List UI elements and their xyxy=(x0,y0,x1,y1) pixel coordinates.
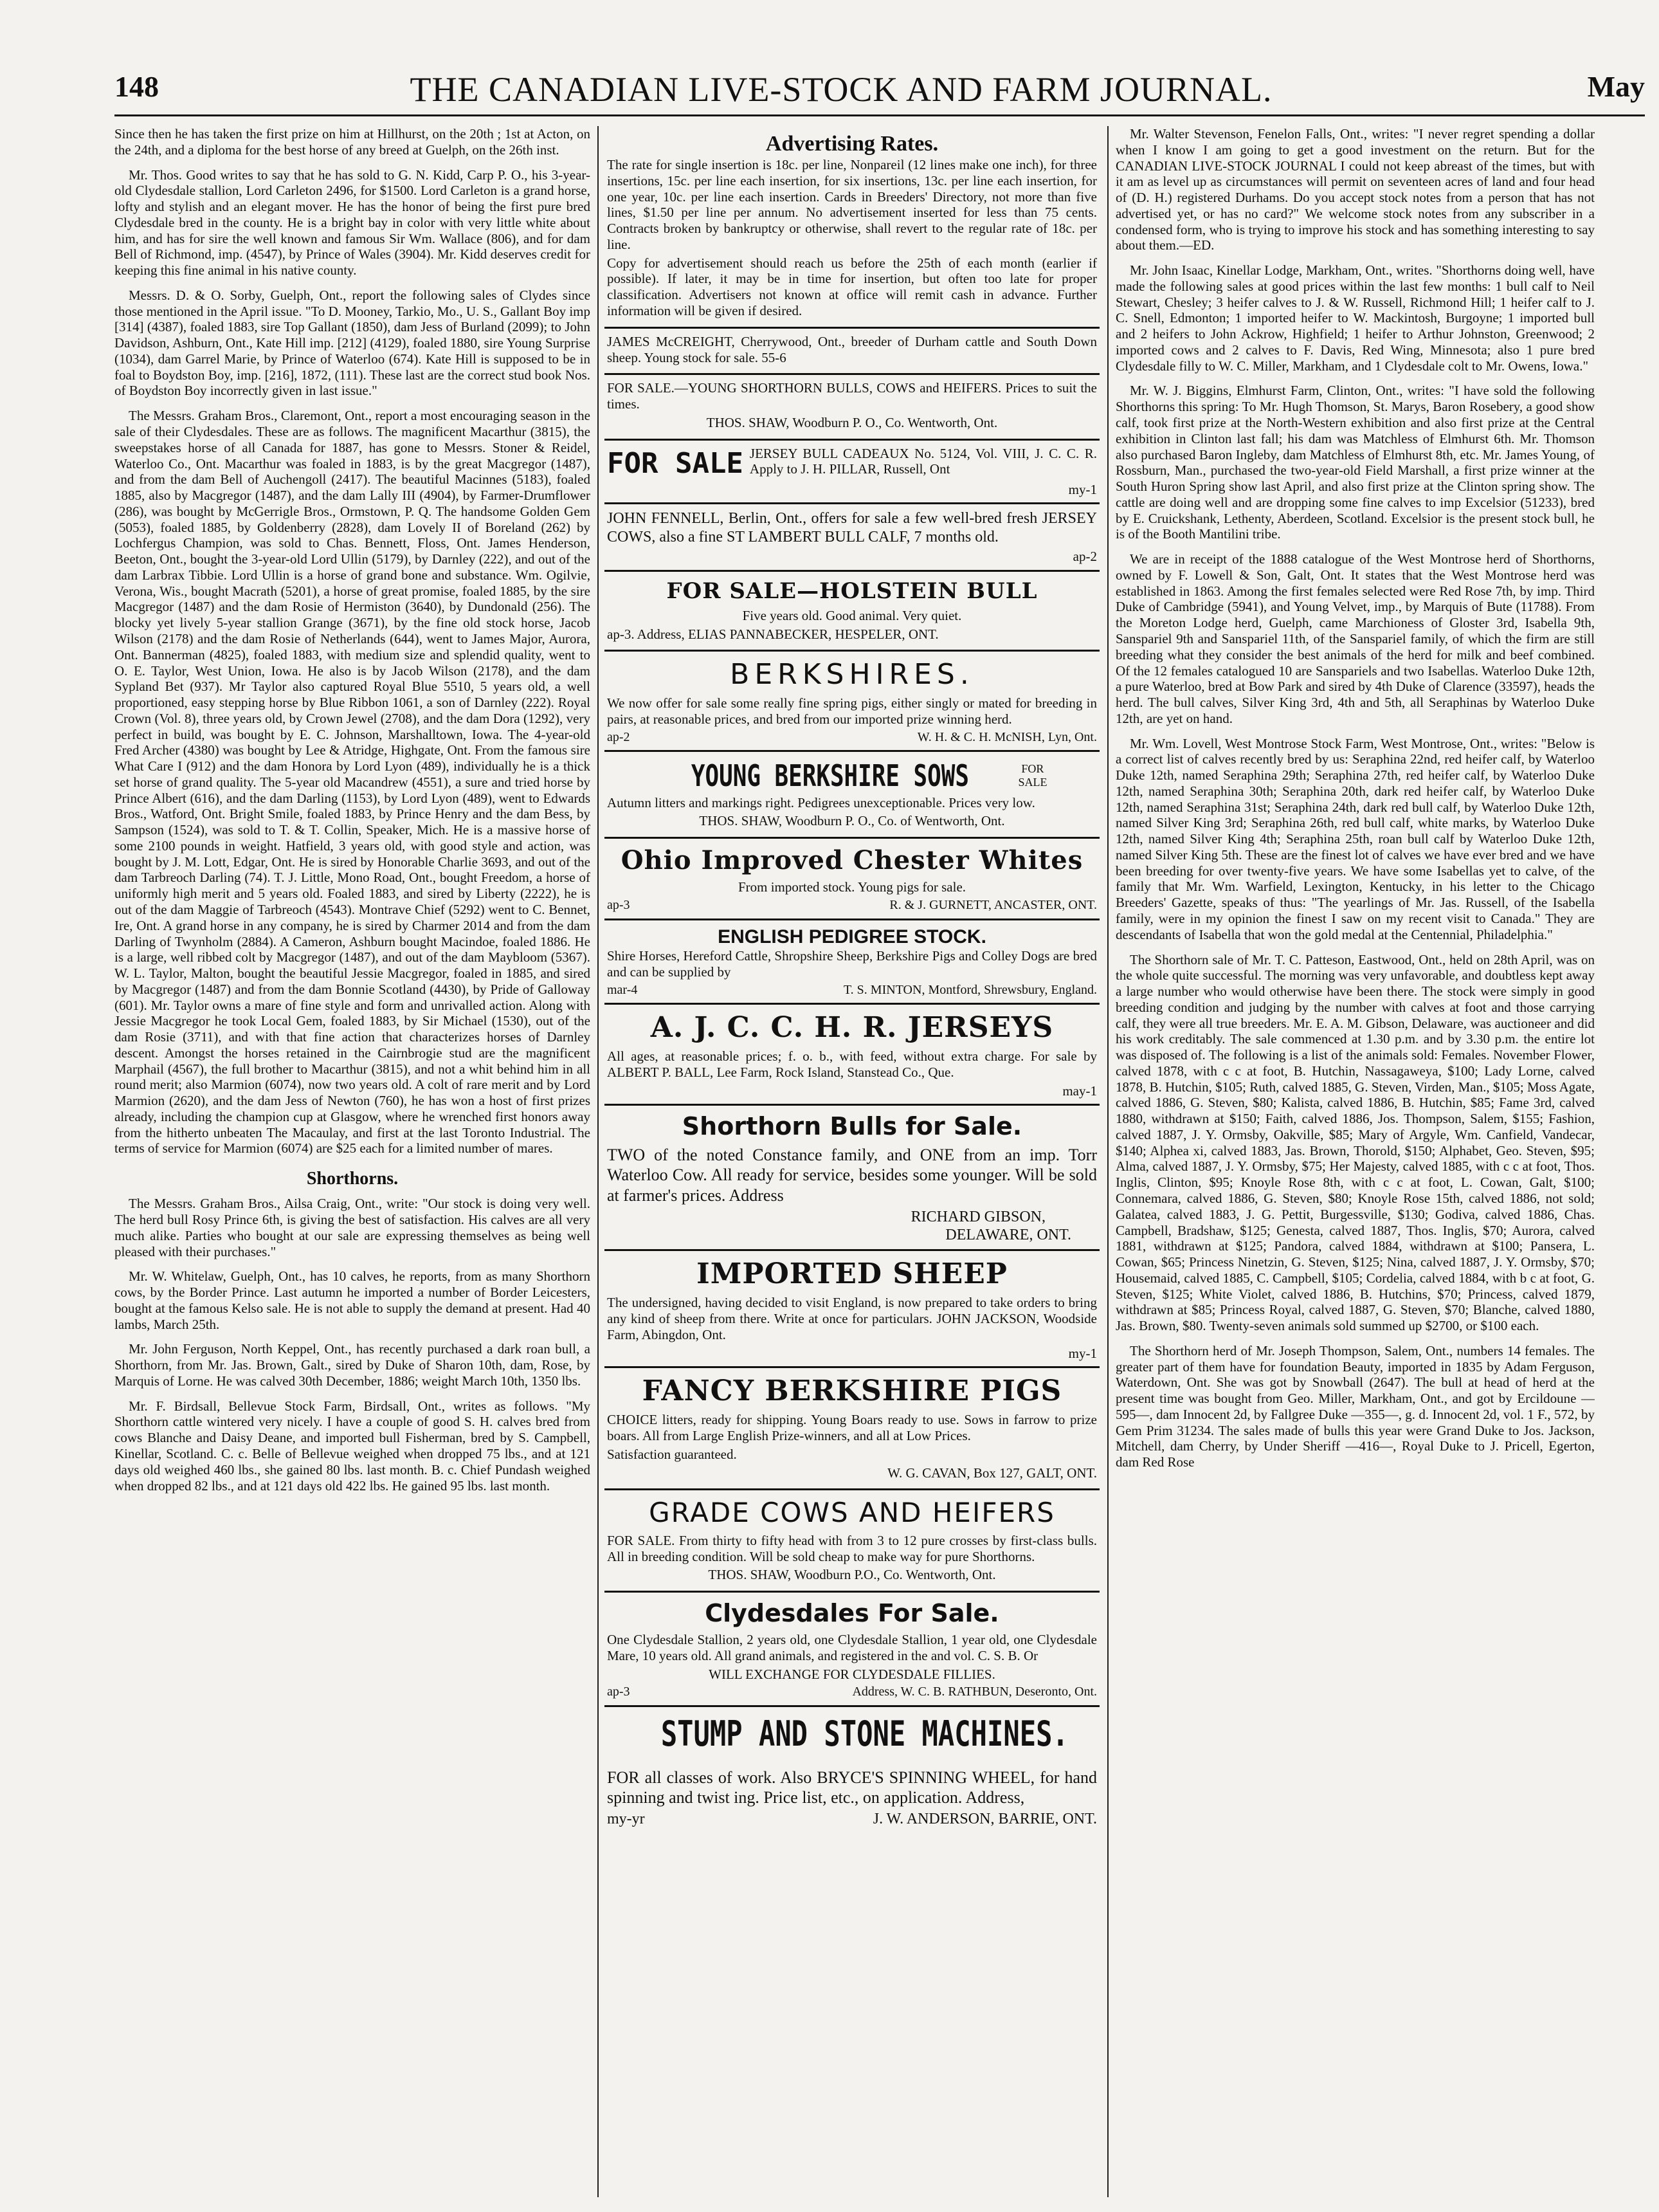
ad-text: From imported stock. Young pigs for sale. xyxy=(738,879,966,895)
ad-code: my-1 xyxy=(1068,481,1097,497)
ad-text: FOR SALE.—YOUNG SHORTHORN BULLS, COWS and HEIFERS. Prices to suit the times. xyxy=(607,380,1097,412)
ad-text: Five years old. Good animal. Very quiet. xyxy=(742,607,962,623)
ad-code: mar-4 xyxy=(607,982,638,997)
news-paragraph: The Shorthorn herd of Mr. Joseph Thompson, Salem, Ont., numbers 14 females. The greater part of them have for foundation Beauty, imported in 1835 by Adam Ferguson, Waterdown, Ont. She was got by Snowball (2647). The bull at head of herd at the present time was bought from Geo. Miller, Markham, Ont., and got by Ercildoune —595—, dam Innocent 2d, by Fallgree Duke —355—, g. d. Innocent 2d, vol. 1 F., 572, by Gem Prim 31234. The sales made of bulls this year were Grand Duke to Jos. Jackson, Mitchell, dam Cherry, by Under Sheriff —416—, Royal Duke to J. Pricell, Egerton, dam Red Rose xyxy=(1116,1342,1595,1470)
ad-text: Satisfaction guaranteed. xyxy=(607,1446,737,1462)
news-paragraph: Mr. F. Birdsall, Bellevue Stock Farm, Birdsall, Ont., writes as follows. "My Shorthorn cattle wintered very nicely. I have a couple of good S. H. calves bred from cows Blanche and Daisy Deane, and imported bull Fisherman, bred by S. Campbell, Kinellar, Scotland. C. c. Belle of Bellevue weighed when dropped 75 lbs., and at 121 days old weighed 460 lbs., she gained 80 lbs. last month. B. c. Chief Pundash weighed when dropped 82 lbs., and at 121 days old 422 lbs. He gained 95 lbs. last month. xyxy=(114,1398,590,1494)
news-paragraph: The Messrs. Graham Bros., Ailsa Craig, Ont., write: "Our stock is doing very well. The herd bull Rosy Prince 6th, is giving the best of satisfaction. His calves are all very much alike. Parties who bought at our sale are expressing themselves as being well pleased with their purchases." xyxy=(114,1196,590,1259)
ad-imported-sheep xyxy=(604,1249,1100,1366)
ad-jersey-bull xyxy=(604,439,1100,503)
header-rule xyxy=(114,114,1645,116)
ad-title: FOR SALE—HOLSTEIN BULL xyxy=(666,578,1038,604)
ad-text: All ages, at reasonable prices; f. o. b., with feed, without extra charge. For sale by ALBERT P. BALL, Lee Farm, Rock Island, Stanstead Co., Que. xyxy=(607,1048,1097,1080)
news-paragraph: Mr. Thos. Good writes to say that he has sold to G. N. Kidd, Carp P. O., his 3-year-old Clydesdale stallion, Lord Carleton 2496, for $1500. Lord Carleton is a grand horse, lofty and stylish and an elegant mover. He has the honor of being the first pure bred Clydesdale bred in the county. He is a bright bay in color with very little white about him, and has for sire the well known and famous Sir Wm. Wallace (806), and for dam Bell of Richmond, imp. (4547), by Prince of Wales (3904). Mr. Kidd deserves credit for keeping this fine animal in his native county. xyxy=(114,167,590,279)
ad-fennell-jerseys xyxy=(604,502,1100,569)
ad-text: JAMES McCREIGHT, Cherrywood, Ont., breeder of Durham cattle and South Down sheep. Young stock for sale. 55-6 xyxy=(607,333,1097,365)
ad-signature: Address, W. C. B. RATHBUN, Deseronto, Ont. xyxy=(852,1685,1097,1699)
ad-signature: THOS. SHAW, Woodburn P. O., Co. Wentworth, Ont. xyxy=(706,414,998,430)
news-paragraph: Messrs. D. & O. Sorby, Guelph, Ont., report the following sales of Clydes since those mentioned in the April issue. "To D. Mooney, Tarkio, Mo., U. S., Gallant Boy imp [314] (4387), foaled 1883, sire Top Gallant (1850), dam Jess of Burland (2099); to John Davidson, Ashburn, Ont., Kate Hill imp. [212] (4129), foaled 1880, sire Young Surprise (1034), dam Garrel Marie, by Prince of Waterloo (674). Kate Hill is supposed to be in foal to Boydston Boy, imp. [216], 1872, (111). These last are the correct stud book Nos. of Boydston Boy incorrectly given in last issue." xyxy=(114,287,590,399)
ad-code: my-yr xyxy=(607,1811,645,1827)
news-paragraph: Mr. Wm. Lovell, West Montrose Stock Farm, West Montrose, Ont., writes: "Below is a correct list of calves recently bred by us: Seraphina 22nd, red heifer calf, by Waterloo Duke 12th, named Seraphina 29th; Seraphina 27th, red heifer calf, by Waterloo Duke 12th, named Seraphina 30th; Seraphina 20th, dark red heifer calf, by Waterloo Duke 12th, named Seraphina 31st; Seraphina 24th, dark red bull calf, by Waterloo Duke 12th, named Silver King 3rd; Seraphina 26th, red bull calf, white marks, by Waterloo Duke 12th, named Silver King 4th; Seraphina 25th, roan bull calf by Waterloo Duke 12th, named Silver King 5th. These are the finest lot of calves we have ever bred and we have been breeding for over twenty-five years. We have some Isabellas yet to calve, of the family that Mr. Wm. Warfield, Lexington, Kentucky, in his letter to the Chicago Breeders' Gazette, speaks of thus: "The yearlings of Mr. Jas. Russell, of the Isabella family, were in my opinion the finest I saw on my recent visit to Canada." They are descendants of Isabella that won the gold medal at the Centennial, Philadelphia." xyxy=(1116,735,1595,942)
ad-signature: RICHARD GIBSON, xyxy=(911,1208,1046,1225)
news-paragraph: Mr. John Ferguson, North Keppel, Ont., has recently purchased a dark roan bull, a Shorthorn, from Mr. Jas. Brown, Galt., sired by Duke of Sharon 10th, dam, Rose, by Marquis of Lorne. He was calved 30th December, 1886; weight March 10th, 1350 lbs. xyxy=(114,1341,590,1389)
ad-code: ap-2 xyxy=(607,729,630,744)
news-paragraph: Mr. Walter Stevenson, Fenelon Falls, Ont., writes: "I never regret spending a dollar when I know I am going to get a good investment on the return. But for the CANADIAN LIVE-STOCK JOURNAL I could not keep abreast of the times, but with it am as level up as circumstances will permit on seventeen acres of land and four head of (D. H.) registered Durhams. Do you accept stock notes from a person that has not advertised yet, or has no card?" We welcome stock notes from any subscriber in a condensed form, who is trying to improve his stock and has something interesting to say about them.—ED. xyxy=(1116,126,1595,253)
ad-title: Advertising Rates. xyxy=(765,132,939,156)
journal-title: THE CANADIAN LIVE-STOCK AND FARM JOURNAL. xyxy=(410,70,1273,109)
news-paragraph: Mr. W. J. Biggins, Elmhurst Farm, Clinton, Ont., writes: "I have sold the following Shorthorns this spring: To Mr. Hugh Thomson, St. Marys, Baron Rosebery, a good show calf, took first prize at the North-Western exhibition and also first prize at the Central exhibition in Clinton last fall; his dam was Matchless of Elmhurst 6th. Mr. Thomson also purchased Baron Ingleby, dam Matchless of Elmhurst 8th, etc. Mr. James Young, of Rossburn, Man., purchased the two-year-old Field Marshall, a first prize winner at the South Huron Spring show last April, and also first prize at the Clinton spring show. The cattle are doing well and are dropping some fine calves to imp Excelsior (51233), bred by E. Cruickshank, Lethenty, Aberdeen, Scotland. Excelsior is the present stock bull, he is of the Booth Mantilini tribe. xyxy=(1116,383,1595,542)
ad-text: WILL EXCHANGE FOR CLYDESDALE FILLIES. xyxy=(709,1666,995,1682)
ad-text: FOR SALE. From thirty to fifty head with from 3 to 12 pure crosses by first-class bulls. All in breeding condition. Will be sold cheap to make way for pure Shorthorns. xyxy=(607,1532,1097,1564)
column-left xyxy=(114,126,590,2206)
ad-text: CHOICE litters, ready for shipping. Young Boars ready to use. Sows in farrow to prize boars. All from Large English Prize-winners, and all at Low Prices. xyxy=(607,1412,1097,1444)
ad-text: TWO of the noted Constance family, and ONE from an imp. Torr Waterloo Cow. All ready for service, besides some younger. Will be sold at farmer's prices. Address xyxy=(607,1146,1097,1205)
issue-month: May xyxy=(1587,70,1645,103)
ad-title: Clydesdales For Sale. xyxy=(705,1599,999,1628)
news-paragraph: Mr. John Isaac, Kinellar Lodge, Markham, Ont., writes. "Shorthorns doing well, have made the following sales at good prices within the last few months: 1 bull calf to Neil Stewart, Chesley; 3 heifer calves to J. & W. Russell, Richmond Hill; 1 heifer calf to J. C. Snell, Edmonton; 1 imported heifer to W. Mackintosh, Burgoyne; 1 imported bull and 2 heifers to John Ackrow, Highfield; 1 heifer to Arthur Johnston, Greenwood; 2 imported cows and 2 calves to F. Davis, Red Wing, Minnesota; also 1 pure bred Clydesdale filly to W. C. Miller, Markham, and 1 Clydesdale colt to Mr. Owens, Iowa." xyxy=(1116,262,1595,374)
ad-signature: THOS. SHAW, Woodburn P.O., Co. Wentworth, Ont. xyxy=(708,1567,996,1583)
ad-text: We now offer for sale some really fine spring pigs, either singly or mated for breeding in pairs, at reasonable prices, and bred from our imported prize winning herd. xyxy=(607,695,1097,727)
ad-signature: THOS. SHAW, Woodburn P. O., Co. of Wentworth, Ont. xyxy=(699,813,1005,829)
ad-title: STUMP AND STONE MACHINES. xyxy=(660,1713,1069,1754)
ad-stump-machines xyxy=(604,1705,1100,1833)
ad-title: FANCY BERKSHIRE PIGS xyxy=(642,1375,1062,1408)
ad-signature: W. G. CAVAN, Box 127, GALT, ONT. xyxy=(887,1465,1097,1481)
ad-text: The undersigned, having decided to visit England, is now prepared to take orders to bring any kind of sheep from there. Write at once for particulars. JOHN JACKSON, Woodside Farm, Abingdon, Ont. xyxy=(607,1295,1097,1342)
news-paragraph: Since then he has taken the first prize on him at Hillhurst, on the 20th ; 1st at Acton, on the 24th, and a diploma for the best horse of any breed at Guelph, on the 26th inst. xyxy=(114,126,590,158)
ad-grade-cows xyxy=(604,1488,1100,1591)
ad-text: Copy for advertisement should reach us before the 25th of each month (earlier if possible). If later, it may be in time for insertion, but often too late for proper classification. Advertisers not known at office will remit cash in advance. Further information will be given if desired. xyxy=(607,255,1097,318)
ad-code: ap-2 xyxy=(1073,548,1097,564)
ad-code: may-1 xyxy=(1062,1083,1097,1099)
ad-side-label: FOR SALE xyxy=(1018,762,1047,789)
ad-text: JOHN FENNELL, Berlin, Ont., offers for sale a few well-bred fresh JERSEY COWS, also a fine ST LAMBERT BULL CALF, 7 months old. xyxy=(607,510,1097,545)
ad-text: JERSEY BULL CADEAUX No. 5124, Vol. VIII, J. C. C. R. Apply to J. H. PILLAR, Russell, Ont xyxy=(749,445,1097,477)
ad-shorthorn-bulls-shaw xyxy=(604,373,1100,438)
ad-holstein-bull xyxy=(604,570,1100,650)
ad-title: ENGLISH PEDIGREE STOCK. xyxy=(718,926,986,947)
ad-title: IMPORTED SHEEP xyxy=(696,1257,1008,1291)
ad-signature-place: DELAWARE, ONT. xyxy=(945,1227,1071,1244)
ad-title: FOR SALE xyxy=(607,446,743,480)
column-advertisements xyxy=(604,126,1100,2206)
ad-text: The rate for single insertion is 18c. per line, Nonpareil (12 lines make one inch), for three insertions, 15c. per line each insertion, for six insertions, 13c. per line each insertion, for one year, 10c. per line each insertion. Cards in Breeders' Directory, not more than five lines, $1.50 per line per annum. No advertisement inserted for less than 75 cents. Contracts broken by bankruptcy or otherwise, shall revert to the regular rate of 18c. per line. xyxy=(607,157,1097,252)
news-paragraph: The Messrs. Graham Bros., Claremont, Ont., report a most encouraging season in the sale of their Clydesdales. These are as follows. The magnificent Macarthur (3815), the sweepstakes horse of all Canada for 1887, has gone to Messrs. Stoner & Reidel, Waterloo Co., Ont. Macarthur was foaled in 1883, is by the great Macgregor (1487), and from the dam Bell of Auchengoll (2417). The beautiful Macinnes (5183), foaled 1885, also by Macgregor (1487), and the dam Lally III (4904), by Farmer-Drumflower (286), was bought by McGerrigle Bros., Ormstown, P. Q. The handsome Golden Gem (5053), foaled 1885, by Goldenberry (2828), dam Lovely II of Boreland (262) by Lochfergus Champion, was sold to Chas. Bennett, Floss, Ont. James Henderson, Beeton, Ont., bought the 3-year-old Lord Ullin (5179), by Darnley (222), and out of the dam Larbrax Tibbie. Lord Ullin is a horse of grand bone and substance. Wm. Ogilvie, Verona, Wis., bought Macrath (5201), a horse of great promise, foaled 1885, by the sire Macgregor (1487) and the dam Rosie of Hermiston (3640), by Dundonald (256). The blocky yet lively 5-year stallion Grange (3671), by the fine old stock horse, Jacob Wilson (2178) and the dam Rosie of Netherlands (644), went to James Major, Aurora, Ont. Bannerman (4825), foaled 1883, with medium size and splendid quality, went to O. E. Taylor, West Union, Iowa. He also is by Jacob Wilson (2178), and the dam Sypland Bet (937). Mr Taylor also captured Royal Blue 5510, 5 years old, a well proportioned, easy stepping horse by Blue Ribbon 1061, a son of Darnley (222). Royal Crown (Vol. 8), three years old, by Crown Jewel (2708), and the dam Dora (1292), very perfect in build, was bought by E. C. Johnson, Marshalltown, Iowa. The 4-year-old Fred Archer (4380) was bought by Lee & Atridge, Highgate, Ont. From the famous sire What Care I (912) and the dam Honora by Lord Lyon (489), individually he is a thick set horse of grand quality. The 5-year old Macandrew (4551), a sure and tried horse by Prince Albert (616), and the dam Darling (1153), by Lord Lyon (489), went to Edwards Bros., Watford, Ont. Bright Smile, foaled 1883, by Prince Henry and the dam Bess, by Sampson (1524), was sold to T. & T. Collin, Speaker, Mich. He is a massive horse of some 2100 pounds in weight. Hatfield, 3 years old, with good style and action, was bought by J. M. Lott, Edgar, Ont. He is sired by Honorable Charlie 3693, and out of the dam Tarbreoch Darling (74). T. J. Little, Mono Road, Ont., bought Freedom, a horse of uniformly high merit and 5 years old. Foaled 1883, and sired by Liberty (2222), he is out of the dam Maggie of Tarbreoch (4543). Montrave Chief (5292) went to C. Bennet, Ire, Ont. A grand horse in any company, he is sired by Charmer 2014 and from the dam Darling of Twynholm (2884). A Cameron, Ashburn bought Macindoe, foaled 1886. He is a large, well ribbed colt by Macgregor (1487), and out of the dam Maybloom (5367). W. L. Taylor, Malton, bought the beautiful Jessie Macgregor, foaled in 1885, and sired by Macgregor (1487) and from the dam Bonnie Scotland (4430), by Pride of Galloway (601). Mr. Taylor owns a mare of fine style and form and unrivalled action. Along with Jessie Macgregor he took Local Gem, foaled 1883, by Sir Michael (1530), out of the dam Rosie (3711), and with that fine action that characterizes horses of Darnley descent. Amongst the horses retained in the Cairnbrogie stud are the magnificent Marphail (4567), the full brother to Macarthur (3815), and not a whit behind him in all round merit; also Marmion (6074), now two years old. A colt of rare merit and by Lord Marmion (2620), and the dam Jess of Newton (760), he has won a host of first prizes already, including the champion cup at Glasgow, where he wrenched first honors away from the hitherto unbeaten The Macaulay, and first at the last Toronto Industrial. The terms of service for Marmion (6074) are $25 each for a limited number of mares. xyxy=(114,408,590,1156)
page-number: 148 xyxy=(114,70,159,103)
ad-title: Ohio Improved Chester Whites xyxy=(621,845,1083,876)
ad-code: ap-3 xyxy=(607,1685,630,1699)
ad-code: ap-3 xyxy=(607,898,630,913)
ad-signature: R. & J. GURNETT, ANCASTER, ONT. xyxy=(889,898,1097,913)
news-paragraph: We are in receipt of the 1888 catalogue of the West Montrose herd of Shorthorns, owned by F. Lowell & Son, Galt, Ont. It states that the West Montrose herd was established in 1863. Among the first females selected were Red Rose 7th, by imp. Third Duke of Cambridge (5941), and Young Velvet, imp., by Marquis of Bute (11788). From the Moreton Lodge herd, Guelph, came Marchioness of Gloster 3rd, Isabella 9th, Sanspariel 9th and Sanspariel 11th, of the Sanspariel family, of which the firm are still breeding what they consider the best animals of the herd for milk and beef combined. Of the 12 females catalogued 10 are Sanspariels and two Isabellas. Waterloo Duke 12th, a pure Waterloo, bred at Bow Park and sired by 4th Duke of Clarence (33597), heads the herd. The bull calves, Silver King 3rd, 4th and 5th, all Seraphinas by Waterloo Duke 12th, are yet on hand. xyxy=(1116,551,1595,726)
ad-chester-whites xyxy=(604,837,1100,919)
ad-signature: W. H. & C. H. McNISH, Lyn, Ont. xyxy=(917,729,1097,744)
ad-text: One Clydesdale Stallion, 2 years old, one Clydesdale Stallion, 1 year old, one Clydesdale Mare, 10 years old. All grand animals, and registered in the and vol. C. S. B. Or xyxy=(607,1632,1097,1663)
page-header xyxy=(114,69,1645,108)
ad-young-berkshire-sows xyxy=(604,750,1100,837)
ad-english-pedigree-stock xyxy=(604,919,1100,1003)
ad-advertising-rates xyxy=(604,126,1100,327)
column-divider-1 xyxy=(597,126,599,2197)
ad-code: my-1 xyxy=(1068,1345,1097,1361)
ad-text: FOR all classes of work. Also BRYCE'S SPINNING WHEEL, for hand spinning and twist ing. Price list, etc., on application. Address, xyxy=(607,1768,1097,1807)
ad-mccreight xyxy=(604,327,1100,374)
ad-title: YOUNG BERKSHIRE SOWS xyxy=(691,758,970,794)
ad-ajcc-jerseys xyxy=(604,1003,1100,1104)
section-heading-shorthorns: Shorthorns. xyxy=(306,1169,399,1189)
ad-fancy-berkshire-pigs xyxy=(604,1366,1100,1488)
ad-text: Autumn litters and markings right. Pedigrees unexceptionable. Prices very low. xyxy=(607,794,1035,810)
ad-address: ap-3. Address, ELIAS PANNABECKER, HESPELER, ONT. xyxy=(607,626,939,642)
ad-berkshires xyxy=(604,650,1100,750)
ad-title: BERKSHIRES. xyxy=(730,658,974,691)
ad-signature: J. W. ANDERSON, BARRIE, ONT. xyxy=(873,1811,1097,1827)
news-paragraph: The Shorthorn sale of Mr. T. C. Patteson, Eastwood, Ont., held on 28th April, was on the whole quite successful. The morning was very unfavorable, and doubtless kept away a large number who would otherwise have been there. The stock were simply in good breeding condition and judging by the number with calves at foot and those carrying calf, they were all true breeders. Mr. E. A. M. Gibson, Delaware, was auctioneer and did his work creditably. The sale commenced at 1.30 p.m. and by 3.30 p.m. the entire lot was disposed of. The following is a list of the animals sold: Females. November Flower, calved 1878, with c c at foot, B. Hutchin, Nassagaweya, $100; Lady Lorne, calved 1878, B. Hutchin, $105; Ruth, calved 1885, G. Steven, Virden, Man., $105; Moss Agate, calved 1886, G. Steven, $80; Kalista, calved 1886, B. Hutchin, $85; Fame 3rd, calved 1880, withdrawn at $150; Faith, calved 1886, Jos. Thompson, Salem, $155; Fashion, calved 1887, J. Y. Ormsby, Oakville, $85; Mary of Argyle, Wm. Canfield, Vandecar, $140; Alphea xi, calved 1883, Jas. Brown, Thorold, $150; Alphabet, Geo. Steven, $95; Alma, calved 1887, J. Y. Ormsby, $75; Her Majesty, calved 1885, with c c at foot, Thos. Inglis, Clinton, $95; Knoyle Rose 8th, with c c at foot, L. Cowan, Galt, $100; Connemara, calved 1886, G. Steven, $80; Knoyle Rose 15th, calved 1886, not sold; Galatea, calved 1883, J. G. Pettit, Burgessville, $130; Godiva, calved 1886, Chas. Campbell, Bradshaw, $125; Genesta, calved 1887, Thos. Inglis, $70; Aurora, calved 1881, withdrawn at $125; Pandora, calved 1884, withdrawn at $100; Pansera, L. Cowan, $65; Princess Ninetzin, G. Steven, $125; Nina, calved 1887, J. Y. Ormsby, $70; Housemaid, calved 1885, C. Campbell, $105; Cordelia, calved 1884, with b c at foot, G. Steven, $125; White Violet, calved 1886, B. Hutchins, $70; Princess, calved 1879, withdrawn at $85; Princess Royal, calved 1887, G. Steven, $70; Blanche, calved 1880, Jas. Brown, $80. Twenty-seven animals sold summed up $2700, or $100 each. xyxy=(1116,951,1595,1334)
ad-title: A. J. C. C. H. R. JERSEYS xyxy=(650,1011,1054,1045)
ad-text: Shire Horses, Hereford Cattle, Shropshire Sheep, Berkshire Pigs and Colley Dogs are bred and can be supplied by xyxy=(607,948,1097,980)
column-right xyxy=(1116,126,1595,2206)
news-paragraph: Mr. W. Whitelaw, Guelph, Ont., has 10 calves, he reports, from as many Shorthorn cows, by the Border Prince. Last autumn he imported a number of Border Leicesters, bought at the famous Kelso sale. He is not able to supply the demand at present. Had 40 lambs, March 25th. xyxy=(114,1268,590,1332)
ad-title: GRADE COWS AND HEIFERS xyxy=(649,1497,1055,1529)
column-divider-2 xyxy=(1107,126,1109,2197)
ad-signature: T. S. MINTON, Montford, Shrewsbury, England. xyxy=(843,982,1097,997)
ad-clydesdales xyxy=(604,1591,1100,1705)
ad-title: Shorthorn Bulls for Sale. xyxy=(682,1112,1022,1141)
ad-shorthorn-bulls-gibson xyxy=(604,1104,1100,1249)
